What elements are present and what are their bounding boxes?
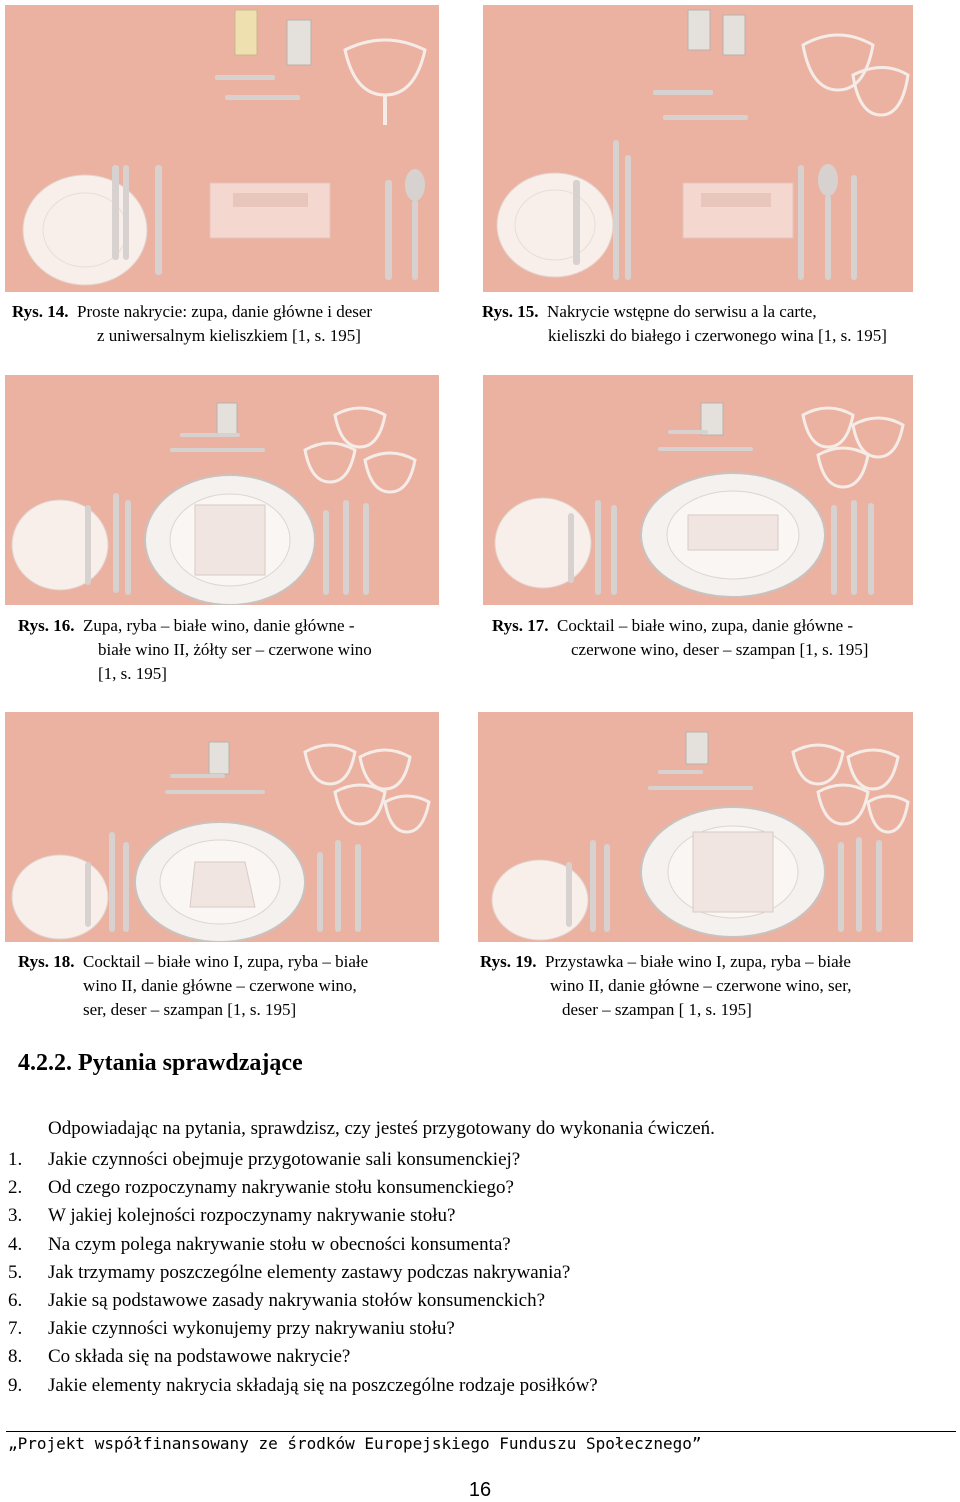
question-text: Jakie czynności wykonujemy przy nakrywaniu stołu? xyxy=(48,1318,455,1340)
caption-line1: Cocktail – białe wino, zupa, danie główne - xyxy=(557,616,854,635)
caption-rys16 xyxy=(18,614,448,683)
caption-line1: Przystawka – białe wino I, zupa, ryba – białe xyxy=(545,952,851,971)
caption-line3: [1, s. 195] xyxy=(98,664,167,683)
caption-line2: wino II, danie główne – czerwone wino, ser, xyxy=(550,976,852,995)
question-text: Jakie czynności obejmuje przygotowanie sali konsumenckiej? xyxy=(48,1149,521,1170)
footer-divider xyxy=(6,1431,956,1432)
question-number: 4. xyxy=(8,1233,23,1255)
caption-rys18 xyxy=(18,950,458,1019)
question-text: Co składa się na podstawowe nakrycie? xyxy=(48,1346,351,1368)
caption-line1: Zupa, ryba – białe wino, danie główne - xyxy=(83,616,355,635)
caption-line1: Proste nakrycie: zupa, danie główne i deser xyxy=(77,302,373,321)
photo-rys17 xyxy=(483,375,913,605)
section-heading: 4.2.2. Pytania sprawdzające xyxy=(18,1050,303,1076)
caption-line3: ser, deser – szampan [1, s. 195] xyxy=(83,1000,297,1019)
question-number: 9. xyxy=(8,1374,23,1396)
caption-number: Rys. 16. xyxy=(18,616,75,635)
caption-number: Rys. 17. xyxy=(492,616,549,635)
caption-line2: czerwone wino, deser – szampan [1, s. 195] xyxy=(571,640,869,659)
question-number: 7. xyxy=(8,1318,23,1340)
caption-line2: białe wino II, żółty ser – czerwone wino xyxy=(98,640,372,659)
caption-line3: deser – szampan [ 1, s. 195] xyxy=(562,1000,752,1019)
question-number: 3. xyxy=(8,1205,23,1227)
page-number: 16 xyxy=(468,1479,492,1501)
caption-number: Rys. 15. xyxy=(482,302,539,321)
caption-rys14 xyxy=(12,300,452,345)
question-text: Jakie elementy nakrycia składają się na poszczególne rodzaje posiłków? xyxy=(48,1374,598,1396)
caption-rys17 xyxy=(492,614,952,659)
caption-rys15 xyxy=(482,300,952,345)
photo-rys16 xyxy=(5,375,439,605)
question-text: W jakiej kolejności rozpoczynamy nakrywanie stołu? xyxy=(48,1205,456,1227)
question-number: 2. xyxy=(8,1177,23,1199)
photo-rys14 xyxy=(5,5,439,292)
question-number: 5. xyxy=(8,1261,23,1283)
question-text: Jak trzymamy poszczególne elementy zastawy podczas nakrywania? xyxy=(48,1261,571,1283)
caption-number: Rys. 19. xyxy=(480,952,537,971)
section-intro: Odpowiadając na pytania, sprawdzisz, czy jesteś przygotowany do wykonania ćwiczeń. xyxy=(48,1118,715,1139)
caption-number: Rys. 18. xyxy=(18,952,75,971)
question-text: Od czego rozpoczynamy nakrywanie stołu konsumenckiego? xyxy=(48,1177,514,1199)
photo-rys15 xyxy=(483,5,913,292)
caption-line2: kieliszki do białego i czerwonego wina [1, s. 195] xyxy=(548,326,887,345)
caption-line1: Nakrycie wstępne do serwisu a la carte, xyxy=(547,302,817,321)
caption-number: Rys. 14. xyxy=(12,302,69,321)
photo-rys18 xyxy=(5,712,439,942)
caption-line1: Cocktail – białe wino I, zupa, ryba – białe xyxy=(83,952,369,971)
caption-rys19 xyxy=(480,950,950,1019)
caption-line2: z uniwersalnym kieliszkiem [1, s. 195] xyxy=(97,326,361,345)
question-number: 8. xyxy=(8,1346,23,1368)
question-text: Na czym polega nakrywanie stołu w obecności konsumenta? xyxy=(48,1233,511,1255)
question-text: Jakie są podstawowe zasady nakrywania stołów konsumenckich? xyxy=(48,1289,546,1311)
question-number: 1. xyxy=(8,1149,23,1170)
photo-rys19 xyxy=(478,712,913,942)
footer-text: „Projekt współfinansowany ze środków Europejskiego Funduszu Społecznego” xyxy=(8,1434,702,1453)
caption-line2: wino II, danie główne – czerwone wino, xyxy=(83,976,357,995)
question-number: 6. xyxy=(8,1289,23,1311)
